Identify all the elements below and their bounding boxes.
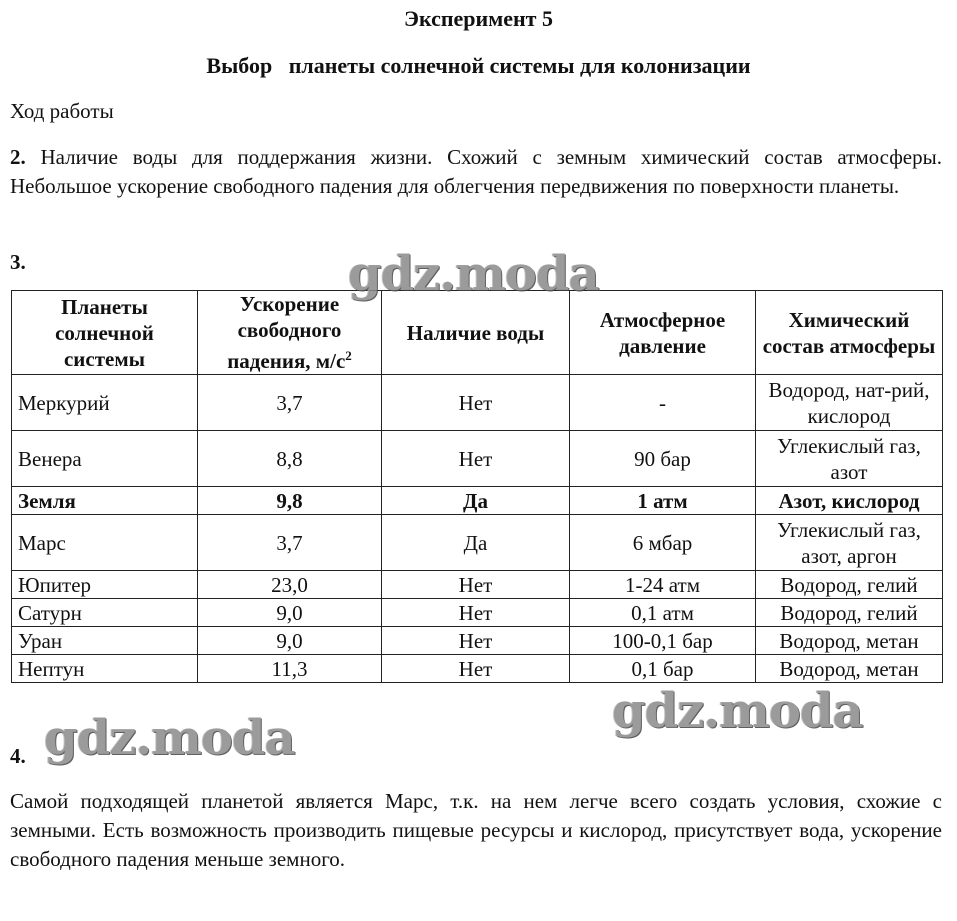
header-water: Наличие воды [382, 291, 570, 375]
table-row [12, 655, 943, 683]
table-cell: Азот, кислород [756, 487, 943, 515]
table-cell: Водород, метан [756, 627, 943, 655]
table-cell: Углекислый газ, азот, аргон [756, 515, 943, 571]
table-cell: Венера [12, 431, 198, 487]
table-row [12, 515, 943, 571]
table-cell: Водород, нат-рий, кислород [756, 375, 943, 431]
table-cell: Да [382, 487, 570, 515]
header-unit-sup: 2 [345, 348, 352, 363]
table-cell: 100-0,1 бар [570, 627, 756, 655]
item-3-number: 3. [10, 250, 26, 274]
page-subtitle: Выбор планеты солнечной системы для колонизации [206, 53, 751, 78]
table-row [12, 431, 943, 487]
table-cell: Углекислый газ, азот [756, 431, 943, 487]
table-cell: 6 мбар [570, 515, 756, 571]
table-cell: Земля [12, 487, 198, 515]
table-cell: 9,8 [198, 487, 382, 515]
table-row [12, 487, 943, 515]
section-heading: Ход работы [10, 99, 114, 123]
table-cell: 9,0 [198, 599, 382, 627]
table-cell: 0,1 бар [570, 655, 756, 683]
table-header-row [12, 291, 943, 375]
item-2-text: Наличие воды для поддержания жизни. Схожий с земным химический состав атмосферы. Небольшое ускорение свободного падения для облегчения передвижения по поверхности планеты. [10, 145, 942, 198]
table-cell: Нет [382, 431, 570, 487]
header-planets: Планеты солнечной системы [12, 291, 198, 375]
table-cell: Водород, гелий [756, 599, 943, 627]
table-cell: 3,7 [198, 515, 382, 571]
table-cell: Нет [382, 655, 570, 683]
table-cell: Юпитер [12, 571, 198, 599]
table-cell: 1 атм [570, 487, 756, 515]
table-row [12, 375, 943, 431]
table-cell: Нет [382, 375, 570, 431]
table-cell: Нептун [12, 655, 198, 683]
table-cell: Водород, метан [756, 655, 943, 683]
watermark: gdz.moda [612, 683, 863, 739]
table-cell: Нет [382, 627, 570, 655]
table-cell: 1-24 атм [570, 571, 756, 599]
table-cell: 9,0 [198, 627, 382, 655]
watermark: gdz.moda [44, 710, 295, 766]
table-cell: Меркурий [12, 375, 198, 431]
item-4-number: 4. [10, 744, 26, 768]
planets-table [11, 290, 943, 683]
table-cell: Нет [382, 599, 570, 627]
header-pressure: Атмосферное давление [570, 291, 756, 375]
table-cell: 90 бар [570, 431, 756, 487]
table-cell: 11,3 [198, 655, 382, 683]
table-cell: 0,1 атм [570, 599, 756, 627]
table-cell: Марс [12, 515, 198, 571]
table-cell: - [570, 375, 756, 431]
header-acceleration: Ускорение свободного падения, $м/с^2$ [198, 291, 382, 375]
header-composition: Химический состав атмосферы [756, 291, 943, 375]
conclusion-paragraph: Самой подходящей планетой является Марс, т.к. на нем легче всего создать условия, схожие с земными. Есть возможность производить пищевые ресурсы и кислород, присутствует вода, ускорение свободного падения меньше земного. [10, 789, 942, 871]
table-row [12, 571, 943, 599]
item-2-paragraph [10, 143, 942, 201]
table-cell: 3,7 [198, 375, 382, 431]
table-cell: 23,0 [198, 571, 382, 599]
table-row [12, 627, 943, 655]
table-cell: Водород, гелий [756, 571, 943, 599]
table-cell: Сатурн [12, 599, 198, 627]
watermark: gdz.moda [348, 246, 599, 302]
page-title: Эксперимент 5 [404, 6, 553, 31]
item-2-number: 2. [10, 145, 26, 169]
table-row [12, 599, 943, 627]
table-cell: Нет [382, 571, 570, 599]
table-cell: 8,8 [198, 431, 382, 487]
table-cell: Да [382, 515, 570, 571]
table-cell: Уран [12, 627, 198, 655]
